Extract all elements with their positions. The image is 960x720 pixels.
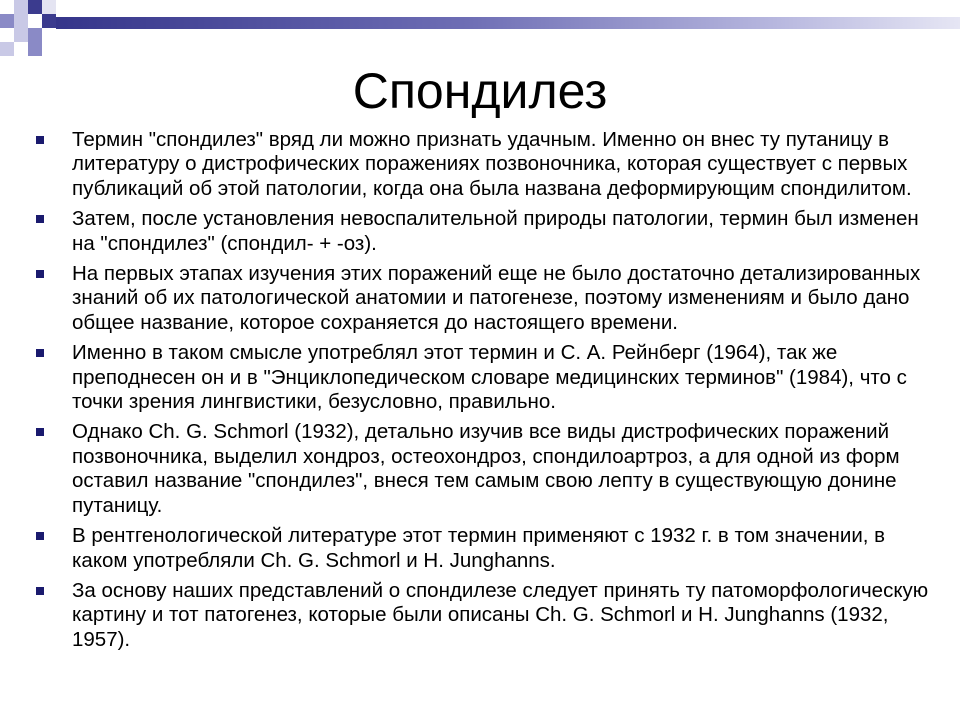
square-bullet-icon (36, 215, 44, 223)
list-item (34, 341, 934, 414)
list-item (34, 524, 934, 573)
list-item (34, 128, 934, 201)
list-item (34, 579, 934, 652)
bullet-list (34, 128, 934, 658)
header-gradient-bar (56, 17, 960, 29)
slide-title: Спондилез (352, 63, 608, 119)
square-bullet-icon (36, 136, 44, 144)
square-bullet-icon (36, 349, 44, 357)
bullet-text: Термин "спондилез" вряд ли можно признать удачным. Именно он внес ту путаницу в литературу о дистрофических поражениях позвоночника, которая существует с первых публикаций об этой патологии, когда она была названа деформирующим спондилитом. (72, 128, 912, 200)
bullet-text: В рентгенологической литературе этот термин применяют с 1932 г. в том значении, в каком употребляли Ch. G. Schmorl и H. Junghanns. (72, 524, 886, 572)
bullet-text: Именно в таком смысле употреблял этот термин и С. А. Рейнберг (1964), так же преподнесен он и в "Энциклопедическом словаре медицинских терминов" (1984), что с точки зрения лингвистики, безусловно, правильно. (72, 341, 907, 414)
list-item (34, 207, 934, 256)
square-bullet-icon (36, 428, 44, 436)
bullet-text: За основу наших представлений о спондилезе следует принять ту патоморфологическую картину и тот патогенез, которые были описаны Ch. G. Schmorl и H. Junghanns (1932, 1957). (72, 578, 929, 651)
list-item (34, 262, 934, 335)
square-bullet-icon (36, 532, 44, 540)
square-bullet-icon (36, 270, 44, 278)
bullet-text: Однако Ch. G. Schmorl (1932), детально изучив все виды дистрофических поражений позвоночника, выделил хондроз, остеохондроз, спондилоартроз, а для одной из форм оставил название "спондилез", внеся тем самым свою лепту в существующую донине путаницу. (72, 420, 900, 517)
bullet-text: Затем, после установления невоспалительной природы патологии, термин был изменен на "спондилез" (спондил- + -оз). (72, 207, 919, 255)
square-bullet-icon (36, 587, 44, 595)
list-item (34, 420, 934, 518)
bullet-text: На первых этапах изучения этих поражений еще не было достаточно детализированных знаний об их патологической анатомии и патогенезе, поэтому изменениям и было дано общее название, которое сохраняется до настоящего времени. (72, 262, 921, 334)
